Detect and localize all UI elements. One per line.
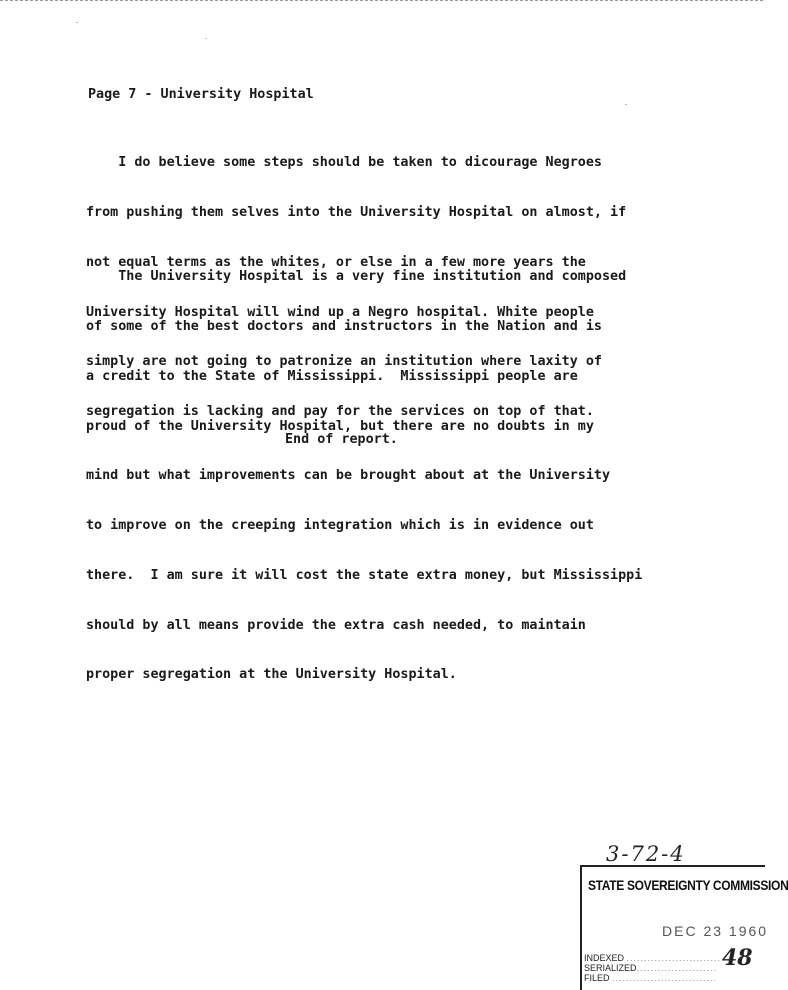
- scan-speck: [76, 22, 78, 23]
- paragraph-line: segregation is lacking and pay for the services on top of that.: [86, 404, 594, 420]
- stamp-fields: [584, 953, 721, 983]
- paragraph-line: a credit to the State of Mississippi. Mississippi people are: [86, 368, 578, 384]
- paragraph-line: I do believe some steps should be taken to dicourage Negroes: [86, 155, 602, 171]
- stamp-field-serialized: SERIALIZED.......................: [584, 963, 718, 973]
- paragraph-line: should by all means provide the extra cash needed, to maintain: [86, 617, 586, 633]
- paragraph-line: from pushing them selves into the University Hospital on almost, if: [86, 204, 627, 220]
- page-title: Page 7 - University Hospital: [88, 87, 314, 102]
- paragraph-2: [86, 236, 642, 701]
- stamp-field-indexed: INDEXED ...........................: [584, 953, 722, 963]
- paragraph-line: not equal terms as the whites, or else in a few more years the: [86, 254, 586, 270]
- scan-speck: [205, 38, 207, 39]
- handwritten-file-reference: 3-72-4: [606, 842, 686, 866]
- commission-stamp: [580, 865, 788, 990]
- paragraph-line: simply are not going to patronize an institution where laxity of: [86, 354, 602, 370]
- paragraph-line: The University Hospital is a very fine institution and composed: [86, 269, 627, 285]
- stamp-field-filed: FILED ..............................: [584, 973, 718, 983]
- stamp-title: STATE SOVEREIGNTY COMMISSION: [588, 877, 788, 893]
- paragraph-line: proper segregation at the University Hospital.: [86, 667, 457, 683]
- paragraph-line: of some of the best doctors and instructors in the Nation and is: [86, 318, 602, 334]
- paragraph-line: proud of the University Hospital, but there are no doubts in my: [86, 418, 594, 434]
- scan-speck: [625, 104, 627, 105]
- page-top-edge: [0, 0, 763, 1]
- closing-line: End of report.: [285, 432, 398, 447]
- paragraph-line: there. I am sure it will cost the state extra money, but Mississippi: [86, 567, 643, 583]
- paragraph-line: mind but what improvements can be brought about at the University: [86, 468, 611, 484]
- stamp-date: DEC 23 1960: [662, 923, 769, 939]
- paragraph-line: to improve on the creeping integration which is in evidence out: [86, 518, 594, 534]
- handwritten-serial-number: 48: [722, 945, 753, 971]
- paragraph-line: University Hospital will wind up a Negro hospital. White people: [86, 304, 594, 320]
